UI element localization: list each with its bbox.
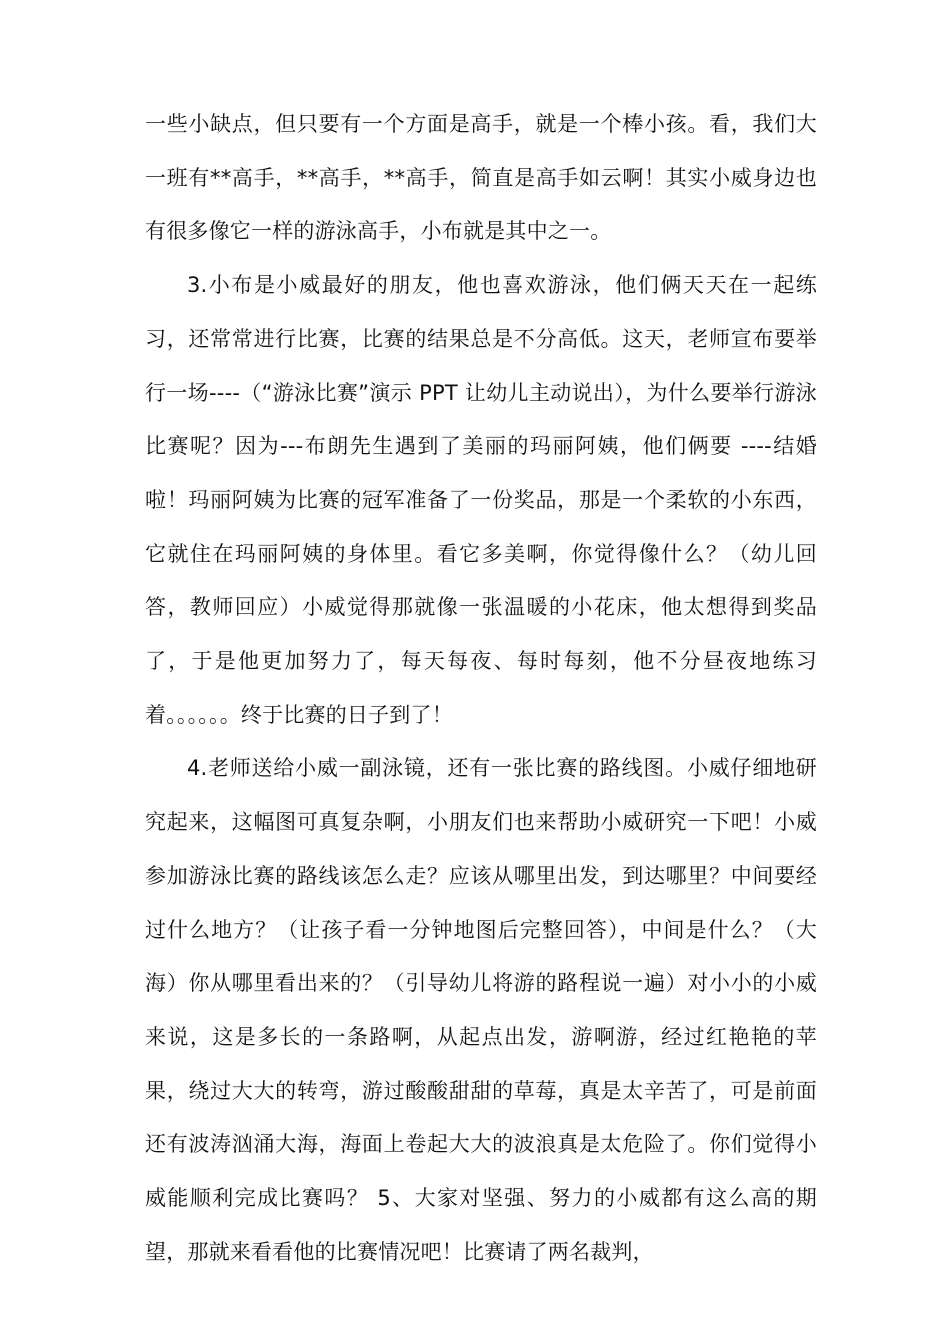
paragraph-4: 4.老师送给小威一副泳镜，还有一张比赛的路线图。小威仔细地研究起来，这幅图可真复杂啊，小朋友们也来帮助小威研究一下吧！小威参加游泳比赛的路线该怎么走？应该从哪里出发，到达哪里？中间要经过什么地方？（让孩子看一分钟地图后完整回答），中间是什么？（大海）你从哪里看出来的？（引导幼儿将游的路程说一遍）对小小的小威来说，这是多长的一条路啊，从起点出发，游啊游，经过红艳艳的苹果，绕过大大的转弯，游过酸酸甜甜的草莓，真是太辛苦了，可是前面还有波涛汹涌大海，海面上卷起大大的波浪真是太危险了。你们觉得小威能顺利完成比赛吗？ 5、大家对坚强、努力的小威都有这么高的期望，那就来看看他的比赛情况吧！比赛请了两名裁判，: [145, 756, 817, 1264]
document-body: [145, 98, 817, 1279]
paragraph-continuation: 一些小缺点，但只要有一个方面是高手，就是一个棒小孩。看，我们大一班有**高手，**高手，**高手，简直是高手如云啊！其实小威身边也有很多像它一样的游泳高手，小布就是其中之一。: [145, 112, 817, 244]
paragraph-3: 3.小布是小威最好的朋友，他也喜欢游泳，他们俩天天在一起练习，还常常进行比赛，比赛的结果总是不分高低。这天，老师宣布要举行一场----（“游泳比赛”演示 PPT 让幼儿主动说出），为什么要举行游泳比赛呢？因为---布朗先生遇到了美丽的玛丽阿姨，他们俩要 ----结婚啦！玛丽阿姨为比赛的冠军准备了一份奖品，那是一个柔软的小东西，它就住在玛丽阿姨的身体里。看它多美啊，你觉得像什么？（幼儿回答，教师回应）小威觉得那就像一张温暖的小花床，他太想得到奖品了，于是他更加努力了，每天每夜、每时每刻，他不分昼夜地练习着。。。。。。终于比赛的日子到了！: [145, 273, 817, 727]
